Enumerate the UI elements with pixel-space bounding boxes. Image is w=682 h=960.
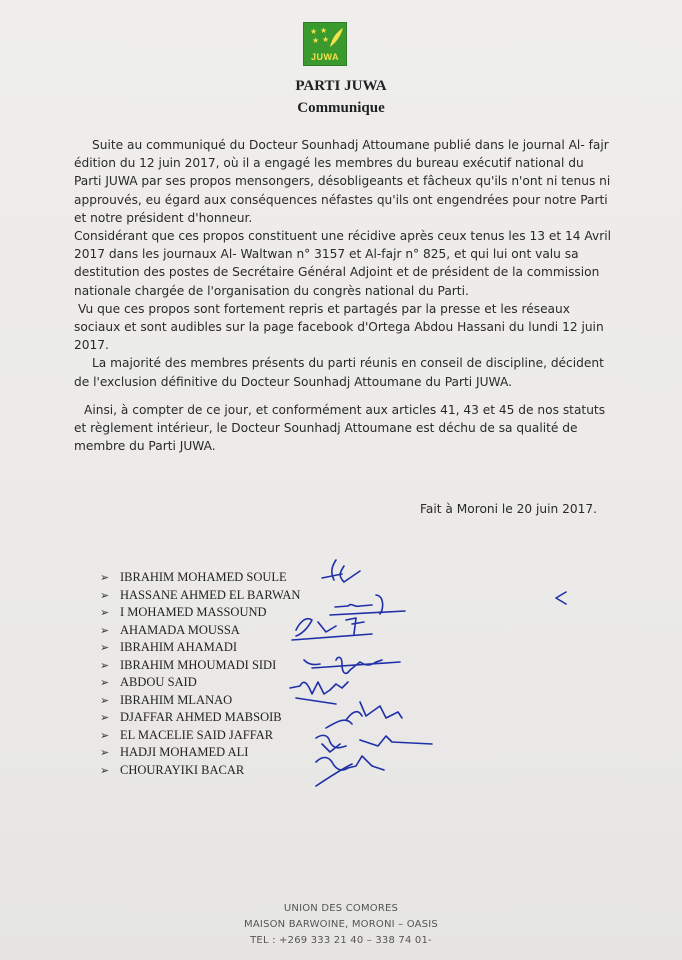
paragraph: Ainsi, à compter de ce jour, et conformément aux articles 41, 43 et 45 de nos statuts et règlement intérieur, le Docteur Sounhadj Attoumane est déchu de sa qualité de membre du Parti JUWA. xyxy=(74,402,606,454)
arrow-bullet-icon: ➢ xyxy=(100,624,110,637)
member-name: EL MACELIE SAID JAFFAR xyxy=(120,727,274,742)
member-name: DJAFFAR AHMED MABSOIB xyxy=(120,710,282,724)
list-item xyxy=(100,762,300,780)
signature xyxy=(292,618,372,640)
list-item xyxy=(100,622,300,640)
list-item xyxy=(100,657,300,675)
member-name: IBRAHIM AHAMADI xyxy=(120,640,238,654)
arrow-bullet-icon: ➢ xyxy=(100,729,110,742)
star-icon: ★ xyxy=(310,27,318,36)
member-name: HADJI MOHAMED ALI xyxy=(120,745,249,759)
communique-body xyxy=(74,136,614,455)
signature xyxy=(304,657,400,673)
arrow-bullet-icon: ➢ xyxy=(100,589,110,602)
pen-mark xyxy=(556,592,566,604)
arrow-bullet-icon: ➢ xyxy=(100,694,110,707)
arrow-bullet-icon: ➢ xyxy=(100,712,110,724)
arrow-bullet-icon: ➢ xyxy=(100,677,110,689)
member-name: ABDOU SAID xyxy=(120,675,197,689)
footer-country: UNION DES COMORES xyxy=(283,903,399,914)
member-name: IBRAHIM MLANAO xyxy=(120,692,233,707)
signature xyxy=(316,735,432,752)
footer-phone: TEL : +269 333 21 40 – 338 74 01- xyxy=(250,935,432,946)
arrow-bullet-icon: ➢ xyxy=(100,607,110,619)
star-icon: ★ xyxy=(320,26,328,35)
member-name: AHAMADA MOUSSA xyxy=(120,622,240,637)
document-subtitle: Communique xyxy=(297,100,385,116)
list-item xyxy=(100,674,300,692)
arrow-bullet-icon: ➢ xyxy=(100,747,110,759)
member-list xyxy=(100,569,300,779)
member-name: CHOURAYIKI BACAR xyxy=(120,762,245,777)
paragraph: Considérant que ces propos constituent une récidive après ceux tenus les 13 et 14 Avril 2017 dans les journaux Al- Waltwan n° 3157 et Al-fajr n° 825, et qui lui ont valu sa destitution des postes de Secrétaire Général Adjoint et de président de la commission nationale chargée de l'organisation du congrès national du Parti. xyxy=(74,229,612,298)
list-item xyxy=(100,587,300,605)
paragraph: La majorité des membres présents du parti réunis en conseil de discipline, décident de l'exclusion définitive du Docteur Sounhadj Attoumane du Parti JUWA. xyxy=(74,356,604,389)
member-name: I MOHAMED MASSOUND xyxy=(120,605,267,619)
leaf-icon xyxy=(328,27,344,49)
signature xyxy=(316,756,384,786)
logo-brand-text: JUWA xyxy=(310,52,339,62)
arrow-bullet-icon: ➢ xyxy=(100,659,110,672)
arrow-bullet-icon: ➢ xyxy=(100,764,110,777)
list-item xyxy=(100,727,300,745)
list-item xyxy=(100,639,300,657)
signature xyxy=(322,560,360,582)
list-item xyxy=(100,709,300,727)
member-name: IBRAHIM MHOUMADI SIDI xyxy=(120,657,277,672)
date-line: Fait à Moroni le 20 juin 2017. xyxy=(420,502,598,516)
document-title: PARTI JUWA xyxy=(295,78,387,94)
star-icon: ★ xyxy=(322,35,330,44)
member-name: IBRAHIM MOHAMED SOULE xyxy=(120,570,287,584)
list-item xyxy=(100,692,300,710)
signature xyxy=(330,595,405,615)
signature xyxy=(326,702,402,728)
list-item xyxy=(100,569,300,587)
arrow-bullet-icon: ➢ xyxy=(100,572,110,584)
juwa-logo xyxy=(303,22,347,66)
paragraph: Vu que ces propos sont fortement repris et partagés par la presse et les réseaux sociaux et sont audibles sur la page facebook d'Ortega Abdou Hassani du lundi 12 juin 2017. xyxy=(74,301,604,353)
member-name: HASSANE AHMED EL BARWAN xyxy=(120,587,301,602)
list-item xyxy=(100,604,300,622)
list-item xyxy=(100,744,300,762)
star-icon: ★ xyxy=(312,36,320,45)
footer-address: MAISON BARWOINE, MORONI – OASIS xyxy=(244,919,438,930)
paragraph: Suite au communiqué du Docteur Sounhadj Attoumane publié dans le journal Al- fajr édition du 12 juin 2017, où il a engagé les membres du bureau exécutif national du Parti JUWA par ses propos mensongers, désobligeants et fâcheux qu'ils n'ont ni tenus ni approuvés, eu égard aux conséquences néfastes qu'ils ont engendrées pour notre Parti et notre président d'honneur. xyxy=(74,138,611,225)
arrow-bullet-icon: ➢ xyxy=(100,642,110,654)
